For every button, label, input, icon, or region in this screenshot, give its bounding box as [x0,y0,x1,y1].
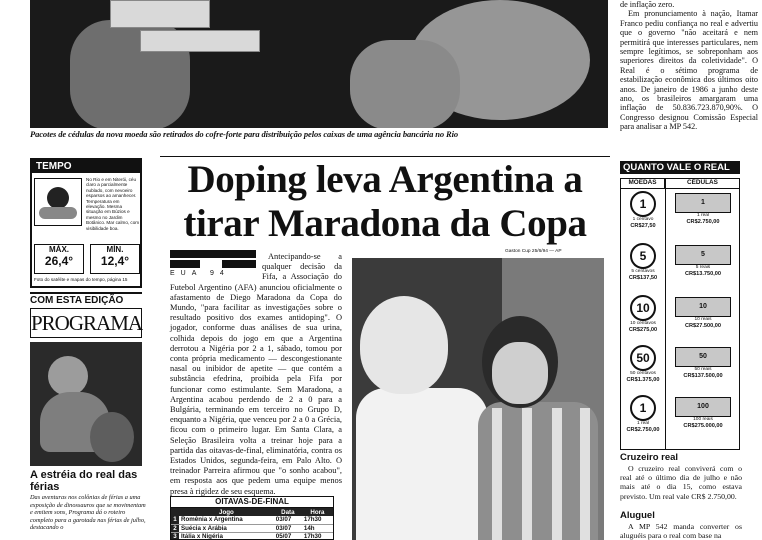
photo-caption: Pacotes de cédulas da nova moeda são retirados do cofre-forte para distribuição pelos caixas de uma agência bancária no Rio [30,129,459,139]
note-cell [666,297,740,330]
min-temp-label: MÍN. [106,245,124,254]
coin-value: CR$1.375,00 [626,377,660,383]
currency-table [620,178,740,450]
coin-icon: 1 [630,395,656,421]
table-row [171,532,333,540]
min-temp-value: 12,4° [100,254,130,268]
round-of-16-table [170,496,334,540]
note-cell [666,397,740,430]
row-hora: 14h [302,524,333,532]
row-jogo: Itália x Nigéria [179,532,274,540]
note-cell [666,193,740,226]
banknote-icon: 5 [675,245,731,265]
main-headline: Doping leva Argentina a tirar Maradona da Copa [183,158,587,245]
coin-label: 10 centavos [630,321,656,326]
row-data: 05/07 [274,532,302,540]
programa-photo [30,342,142,466]
min-temp-box [90,244,140,274]
temperature-row [34,244,140,276]
programa-supplement-logo: PROGRAMA [30,308,142,338]
row-jogo: Suécia x Arábia [179,524,274,532]
inflation-column [620,0,758,132]
coin-value: CR$137,50 [628,275,658,281]
main-article [170,252,342,497]
coin-cell [621,191,665,230]
coin-value: CR$27,50 [630,223,656,229]
note-cell [666,347,740,380]
note-label: 5 reais [695,265,711,270]
note-label: 1 real [697,213,709,218]
max-temp-box [34,244,84,274]
note-label: 50 reais [694,367,712,372]
weather-map-icon [34,178,82,226]
coin-cell [621,295,665,334]
aluguel-text: A MP 542 manda converter os aluguéis para o real com base na [620,522,742,540]
cruzeiro-text: O cruzeiro real conviverá com o real até o último dia de julho e não mais até o dia 15, como estava previsto. Um real vale CR$ 2.750,00. [620,464,742,501]
column-paragraph: Em pronunciamento à nação, Itamar Franco pediu confiança no real e advertiu que o governo "não aceitará e nem permitirá que interesses particulares, nem sempre legítimos, se sobreponham aos superiores direitos da coletividade". O Real é o sétimo programa de estabilização econômica dos últimos oito anos. De janeiro de 1986 a junho deste ano, os brasileiros amargaram uma inflação de 50.836.723.870,90%. O Congresso designou Comissão Especial para analisar a MP 542. [620,9,758,132]
column-lead-line: de inflação zero. [620,0,675,9]
coin-label: 1 real [637,421,649,426]
col-jogo: Jogo [179,508,274,516]
world-cup-logo-text: EUA 94 [170,270,230,277]
row-hora: 17h30 [302,516,333,524]
col-num [171,508,179,516]
row-data: 03/07 [274,524,302,532]
banknote-icon: 50 [675,347,731,367]
max-temp-value: 26,4° [44,254,74,268]
row-num: 1 [171,516,179,524]
weather-forecast: No Rio e em Niterói, céu claro a parcialmente nublado, com nevoeiro esparsos ao amanhecer. Temperatura em elevação. Mesma situação em Búzios e mesmo no Jardim Botânico. Mar calmo, com visibilidade boa. [86,177,140,231]
coin-cell [621,395,665,434]
coin-label: 50 centavos [630,371,656,376]
coin-value: CR$275,00 [628,327,658,333]
max-temp-label: MÁX. [49,245,69,254]
cruzeiro-heading: Cruzeiro real [620,452,679,463]
coin-cell [621,345,665,384]
weather-box [30,158,142,288]
col-data: Data [274,508,302,516]
notes-header: CÉDULAS [665,179,740,189]
coin-icon: 50 [630,345,656,371]
coin-icon: 5 [630,243,656,269]
coin-cell [621,243,665,282]
note-value: CR$137.500,00 [683,373,723,379]
edition-heading: COM ESTA EDIÇÃO [30,292,142,306]
aluguel-heading: Aluguel [620,510,655,521]
row-jogo: Romênia x Argentina [179,516,274,524]
round-of-16-title: OITAVAS-DE-FINAL [171,497,333,508]
coin-label: 5 centavos [631,269,655,274]
sun-icon [47,187,69,209]
coin-value: CR$2.750,00 [626,427,660,433]
note-value: CR$13.750,00 [684,271,722,277]
coins-header: MOEDAS [621,179,665,189]
coin-icon: 1 [630,191,656,217]
edition-story-title: A estréia do real das férias [30,469,138,493]
cloud-icon [39,207,77,219]
row-data: 03/07 [274,516,302,524]
note-cell [666,245,740,278]
table-row [171,516,333,524]
coin-icon: 10 [630,295,656,321]
banknote-icon: 100 [675,397,731,417]
weather-note: Foto do satélite e mapas do tempo, página 15 [34,277,128,282]
edition-story-text: Das aventuras nos colônias de férias a uma exposição de dinossauros que se movimentam e emitem sons, Programa dá o roteiro completo para a garotada nas férias de julho, destacando o [30,494,146,532]
table-row [171,524,333,532]
row-hora: 17h30 [302,532,333,540]
banknote-icon: 1 [675,193,731,213]
row-num: 2 [171,524,179,532]
photo-credit: Gaston Cup 25/6/94 — AP [505,249,562,254]
note-value: CR$27.500,00 [684,323,722,329]
banknote-icon: 10 [675,297,731,317]
col-hora: Hora [302,508,333,516]
row-num: 3 [171,532,179,540]
note-label: 10 reais [694,317,712,322]
article-body: Antecipando-se a qualquer decisão da Fifa, a Associação do Futebol Argentino (AFA) anunciou oficialmente o afastamento de Diego Maradona da Copa do Mundo, "para facilitar as investigações sobre o resultado positivo dos exames antidoping". O jogador, conforme duas análises de sua urina, colhida depois do jogo em que a Argentina derrotou a Nigéria por 2 a 1, sábado, tomou por conta própria medicamento — descongestionante nasal ou inibidor de apetite — que contém a substância efedrina, proibida pela Fifa por funcionar como estimulante. Sem Maradona, a Argentina acabou perdendo de 2 a 0 para a Bulgária, terminando em terceiro no Grupo D, enquanto a Nigéria, que venceu por 2 a 0 a Grécia, ficou com o primeiro lugar. Em Santa Clara, a Seleção Brasileira volta a treinar hoje para a partida das oitavas-de-final, eliminatória, contra os Estados Unidos, segunda-feira, em Palo Alto. O treinador Parreira afirmou que "o sonho acabou", em resposta aos que pedem uma equipe menos presa à rigidez de seu esquema. [170,252,342,496]
weather-title: TEMPO [32,160,140,173]
world-cup-logo [170,250,256,280]
currency-table-title: QUANTO VALE O REAL [620,161,740,174]
coin-label: 1 centavo [632,217,654,222]
note-label: 100 reais [693,417,713,422]
note-value: CR$2.750,00 [686,219,720,225]
money-photo [30,0,608,128]
divider [160,156,610,157]
note-value: CR$275.000,00 [683,423,723,429]
maradona-photo [352,258,604,540]
